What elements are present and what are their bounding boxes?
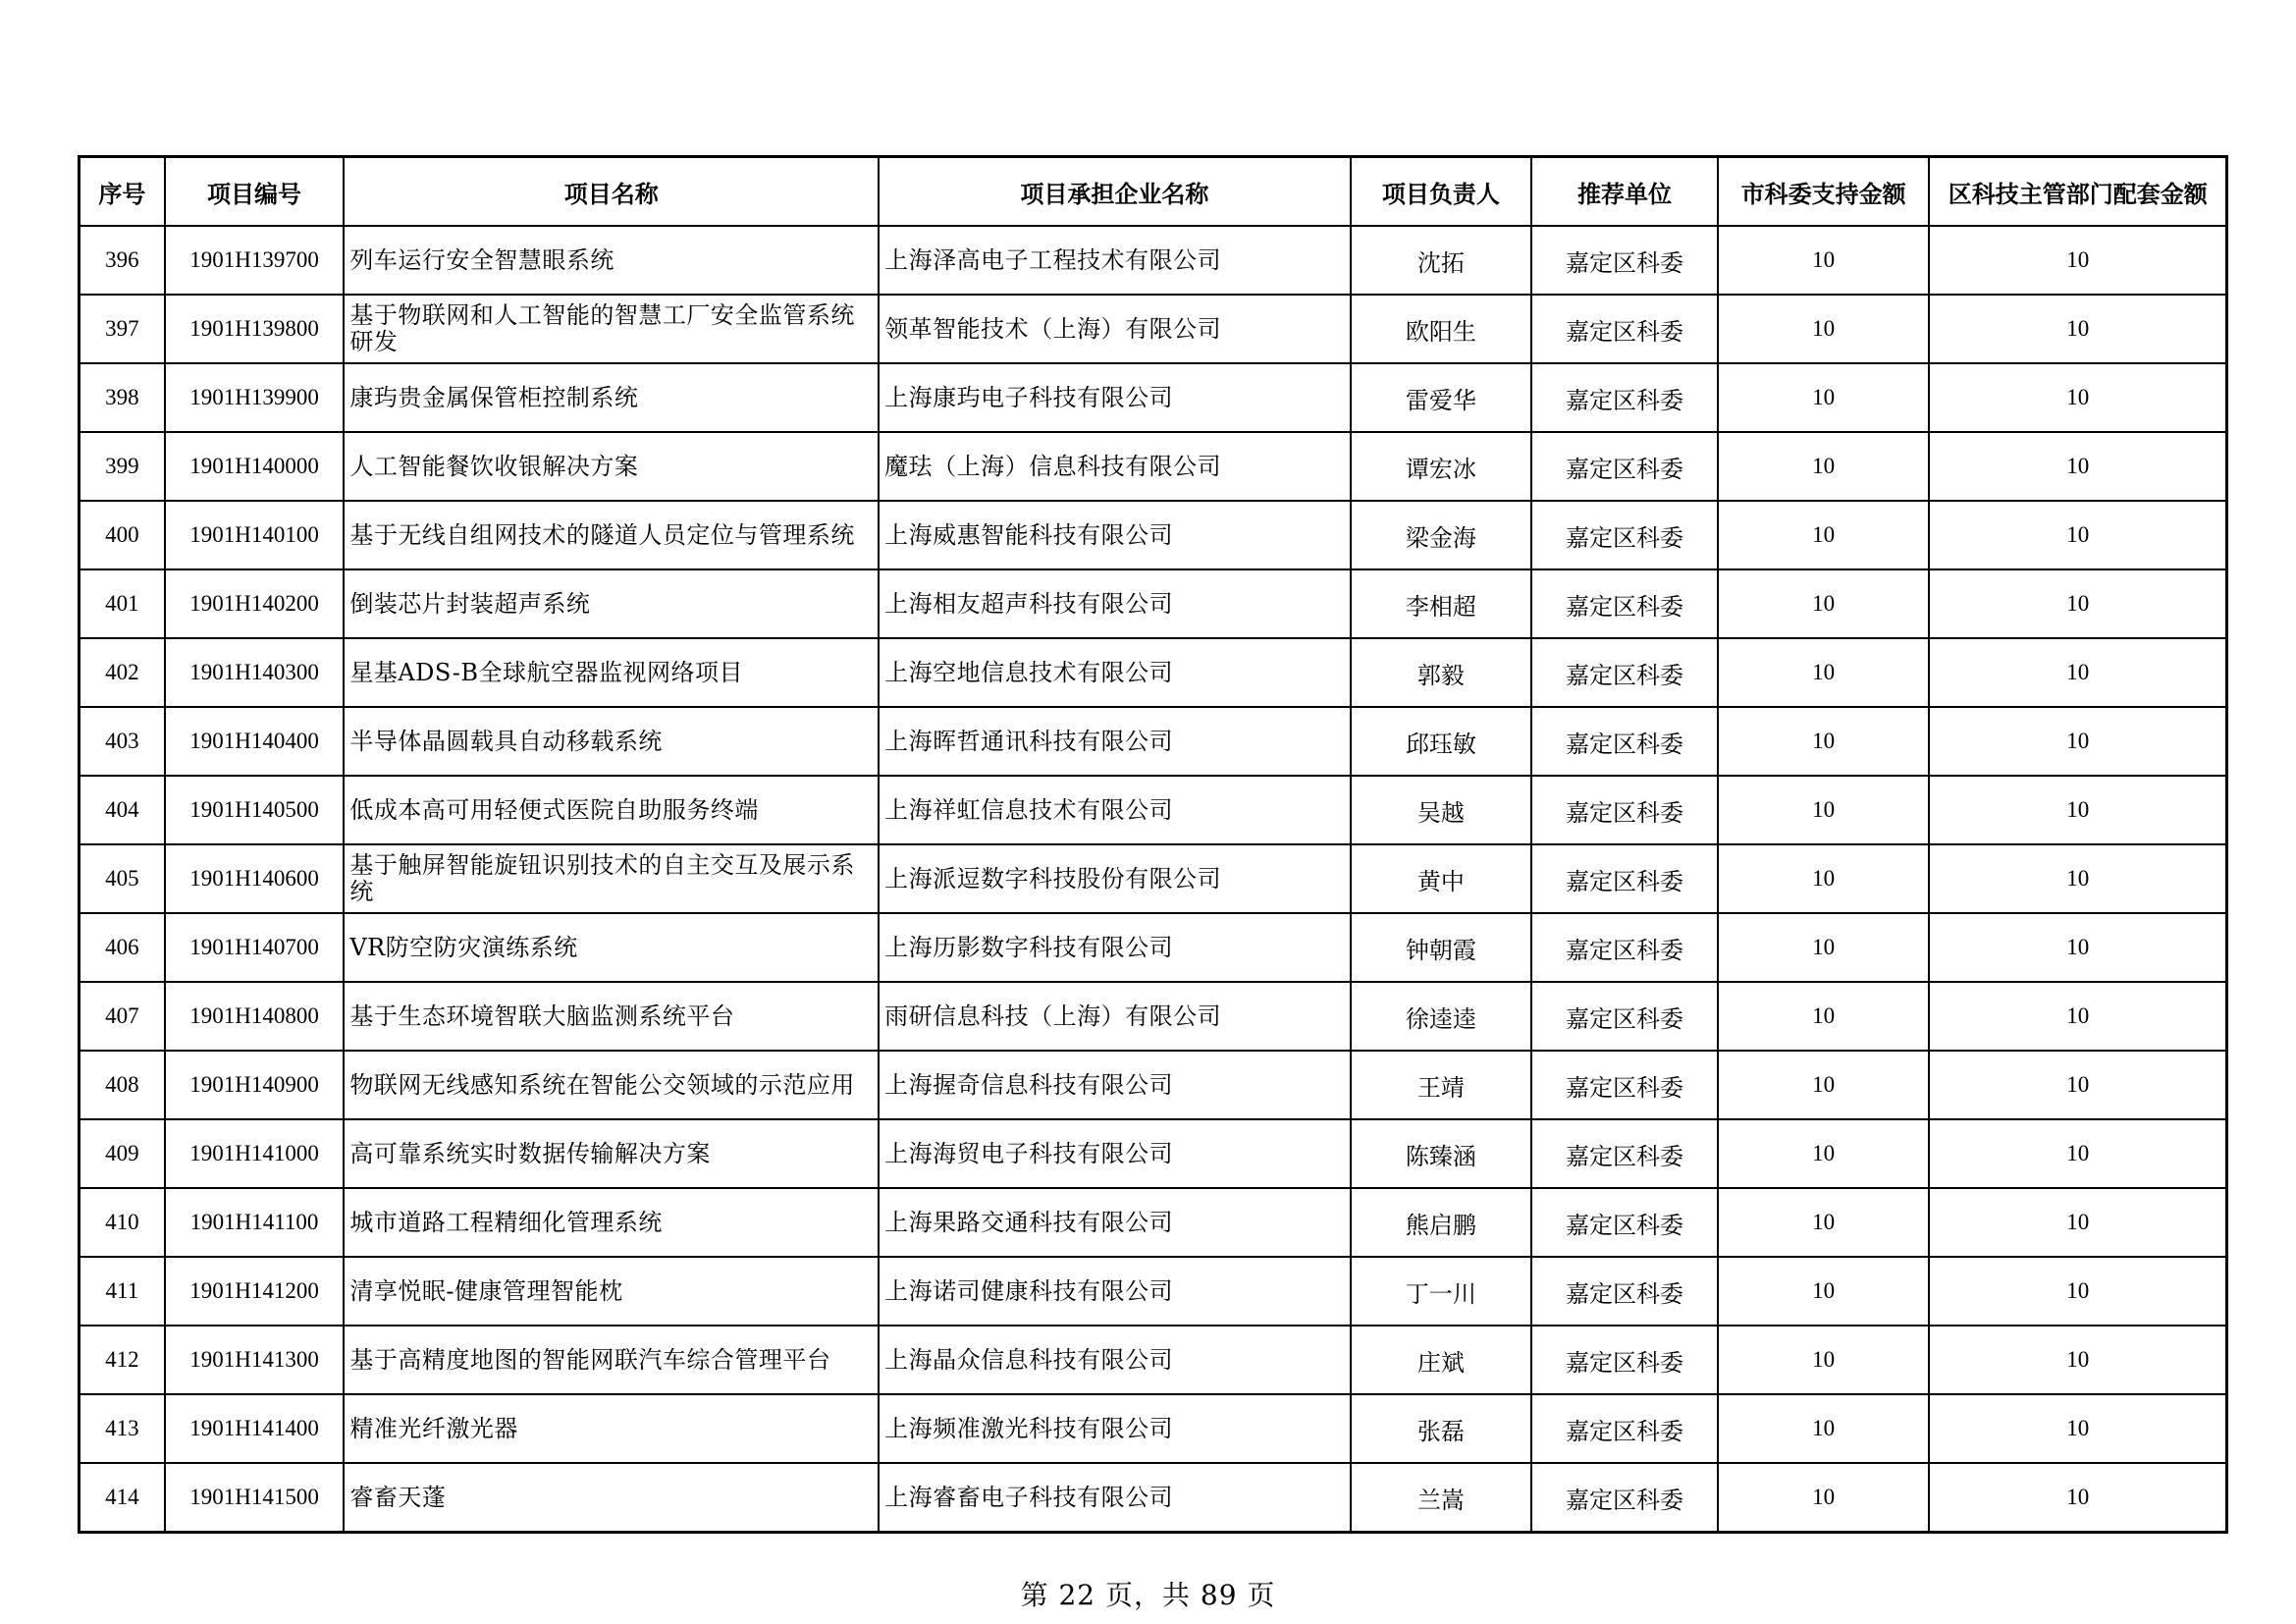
cell-project-code: 1901H141400 — [165, 1394, 345, 1463]
cell-project-lead: 陈臻涵 — [1351, 1119, 1532, 1188]
cell-index: 405 — [80, 844, 165, 913]
cell-project-lead: 郭毅 — [1351, 638, 1532, 707]
cell-index: 396 — [80, 226, 165, 295]
cell-project-name: 精准光纤激光器 — [344, 1394, 879, 1463]
cell-project-name: 物联网无线感知系统在智能公交领域的示范应用 — [344, 1051, 879, 1119]
table-row — [80, 1257, 2227, 1326]
cell-recommending-unit: 嘉定区科委 — [1531, 363, 1718, 432]
cell-district-matching-amount: 10 — [1929, 1119, 2226, 1188]
cell-index: 402 — [80, 638, 165, 707]
cell-project-code: 1901H139800 — [165, 295, 345, 363]
table-row — [80, 913, 2227, 982]
cell-project-code: 1901H140900 — [165, 1051, 345, 1119]
header-project-lead: 项目负责人 — [1351, 157, 1532, 227]
cell-city-support-amount: 10 — [1718, 1257, 1930, 1326]
table-row — [80, 569, 2227, 638]
cell-city-support-amount: 10 — [1718, 1051, 1930, 1119]
cell-index: 400 — [80, 501, 165, 569]
header-project-code: 项目编号 — [165, 157, 345, 227]
cell-district-matching-amount: 10 — [1929, 432, 2226, 501]
cell-project-code: 1901H140500 — [165, 776, 345, 844]
cell-company-name: 上海康玙电子科技有限公司 — [879, 363, 1351, 432]
cell-project-name: 星基ADS-B全球航空器监视网络项目 — [344, 638, 879, 707]
table-row — [80, 226, 2227, 295]
cell-company-name: 魔珐（上海）信息科技有限公司 — [879, 432, 1351, 501]
cell-recommending-unit: 嘉定区科委 — [1531, 226, 1718, 295]
cell-city-support-amount: 10 — [1718, 226, 1930, 295]
cell-project-name: 睿畜天蓬 — [344, 1463, 879, 1533]
table-row — [80, 1051, 2227, 1119]
cell-company-name: 上海历影数字科技有限公司 — [879, 913, 1351, 982]
table-row — [80, 776, 2227, 844]
cell-project-name: 基于触屏智能旋钮识别技术的自主交互及展示系统 — [344, 844, 879, 913]
cell-district-matching-amount: 10 — [1929, 982, 2226, 1051]
table-row — [80, 844, 2227, 913]
cell-city-support-amount: 10 — [1718, 1326, 1930, 1394]
cell-district-matching-amount: 10 — [1929, 1051, 2226, 1119]
cell-project-name: 基于无线自组网技术的隧道人员定位与管理系统 — [344, 501, 879, 569]
cell-index: 408 — [80, 1051, 165, 1119]
cell-index: 412 — [80, 1326, 165, 1394]
cell-city-support-amount: 10 — [1718, 913, 1930, 982]
cell-recommending-unit: 嘉定区科委 — [1531, 707, 1718, 776]
cell-project-code: 1901H141500 — [165, 1463, 345, 1533]
cell-project-lead: 丁一川 — [1351, 1257, 1532, 1326]
cell-district-matching-amount: 10 — [1929, 1394, 2226, 1463]
table-body — [80, 226, 2227, 1533]
table-row — [80, 363, 2227, 432]
cell-project-lead: 邱珏敏 — [1351, 707, 1532, 776]
cell-project-lead: 沈拓 — [1351, 226, 1532, 295]
cell-project-lead: 谭宏冰 — [1351, 432, 1532, 501]
table-row — [80, 1463, 2227, 1533]
table-row — [80, 1119, 2227, 1188]
page-number: 第 22 页，共 89 页 — [1020, 1579, 1276, 1611]
cell-project-code: 1901H140300 — [165, 638, 345, 707]
cell-project-code: 1901H141300 — [165, 1326, 345, 1394]
cell-project-lead: 欧阳生 — [1351, 295, 1532, 363]
cell-company-name: 雨研信息科技（上海）有限公司 — [879, 982, 1351, 1051]
header-row — [80, 157, 2227, 227]
cell-company-name: 上海威惠智能科技有限公司 — [879, 501, 1351, 569]
cell-city-support-amount: 10 — [1718, 844, 1930, 913]
cell-company-name: 领革智能技术（上海）有限公司 — [879, 295, 1351, 363]
cell-project-code: 1901H140000 — [165, 432, 345, 501]
cell-index: 404 — [80, 776, 165, 844]
cell-recommending-unit: 嘉定区科委 — [1531, 776, 1718, 844]
cell-city-support-amount: 10 — [1718, 295, 1930, 363]
cell-recommending-unit: 嘉定区科委 — [1531, 1394, 1718, 1463]
cell-company-name: 上海诺司健康科技有限公司 — [879, 1257, 1351, 1326]
cell-project-name: 倒装芯片封装超声系统 — [344, 569, 879, 638]
cell-project-code: 1901H140700 — [165, 913, 345, 982]
cell-project-lead: 徐逵逵 — [1351, 982, 1532, 1051]
cell-project-lead: 张磊 — [1351, 1394, 1532, 1463]
cell-index: 397 — [80, 295, 165, 363]
cell-company-name: 上海祥虹信息技术有限公司 — [879, 776, 1351, 844]
cell-district-matching-amount: 10 — [1929, 1257, 2226, 1326]
project-table — [78, 155, 2228, 1534]
cell-project-name: 康玙贵金属保管柜控制系统 — [344, 363, 879, 432]
table-row — [80, 501, 2227, 569]
table-row — [80, 982, 2227, 1051]
cell-city-support-amount: 10 — [1718, 432, 1930, 501]
cell-recommending-unit: 嘉定区科委 — [1531, 1326, 1718, 1394]
cell-project-code: 1901H140200 — [165, 569, 345, 638]
cell-district-matching-amount: 10 — [1929, 913, 2226, 982]
table-row — [80, 707, 2227, 776]
cell-index: 401 — [80, 569, 165, 638]
cell-company-name: 上海派逗数字科技股份有限公司 — [879, 844, 1351, 913]
cell-project-lead: 雷爱华 — [1351, 363, 1532, 432]
table-row — [80, 432, 2227, 501]
cell-project-lead: 庄斌 — [1351, 1326, 1532, 1394]
cell-project-code: 1901H139900 — [165, 363, 345, 432]
cell-index: 414 — [80, 1463, 165, 1533]
cell-index: 409 — [80, 1119, 165, 1188]
cell-recommending-unit: 嘉定区科委 — [1531, 1188, 1718, 1257]
cell-project-code: 1901H141100 — [165, 1188, 345, 1257]
cell-index: 413 — [80, 1394, 165, 1463]
cell-district-matching-amount: 10 — [1929, 295, 2226, 363]
cell-project-name: 基于生态环境智联大脑监测系统平台 — [344, 982, 879, 1051]
cell-company-name: 上海相友超声科技有限公司 — [879, 569, 1351, 638]
header-company-name: 项目承担企业名称 — [879, 157, 1351, 227]
cell-city-support-amount: 10 — [1718, 1119, 1930, 1188]
cell-project-name: 低成本高可用轻便式医院自助服务终端 — [344, 776, 879, 844]
table-row — [80, 1188, 2227, 1257]
cell-company-name: 上海晶众信息科技有限公司 — [879, 1326, 1351, 1394]
cell-city-support-amount: 10 — [1718, 1463, 1930, 1533]
cell-recommending-unit: 嘉定区科委 — [1531, 913, 1718, 982]
cell-recommending-unit: 嘉定区科委 — [1531, 1119, 1718, 1188]
header-recommending-unit: 推荐单位 — [1531, 157, 1718, 227]
cell-company-name: 上海睿畜电子科技有限公司 — [879, 1463, 1351, 1533]
cell-company-name: 上海海贸电子科技有限公司 — [879, 1119, 1351, 1188]
cell-project-lead: 兰嵩 — [1351, 1463, 1532, 1533]
cell-project-lead: 钟朝霞 — [1351, 913, 1532, 982]
cell-index: 403 — [80, 707, 165, 776]
cell-project-name: 人工智能餐饮收银解决方案 — [344, 432, 879, 501]
cell-project-name: VR防空防灾演练系统 — [344, 913, 879, 982]
cell-city-support-amount: 10 — [1718, 1188, 1930, 1257]
header-project-name: 项目名称 — [344, 157, 879, 227]
table-row — [80, 1326, 2227, 1394]
cell-project-code: 1901H139700 — [165, 226, 345, 295]
cell-city-support-amount: 10 — [1718, 569, 1930, 638]
cell-project-name: 基于物联网和人工智能的智慧工厂安全监管系统研发 — [344, 295, 879, 363]
cell-city-support-amount: 10 — [1718, 363, 1930, 432]
cell-district-matching-amount: 10 — [1929, 1188, 2226, 1257]
cell-recommending-unit: 嘉定区科委 — [1531, 569, 1718, 638]
header-city-support-amount: 市科委支持金额 — [1718, 157, 1930, 227]
cell-project-lead: 梁金海 — [1351, 501, 1532, 569]
cell-city-support-amount: 10 — [1718, 982, 1930, 1051]
cell-project-code: 1901H140600 — [165, 844, 345, 913]
cell-project-code: 1901H140800 — [165, 982, 345, 1051]
cell-recommending-unit: 嘉定区科委 — [1531, 844, 1718, 913]
cell-index: 399 — [80, 432, 165, 501]
cell-recommending-unit: 嘉定区科委 — [1531, 501, 1718, 569]
header-district-matching-amount: 区科技主管部门配套金额 — [1929, 157, 2226, 227]
cell-district-matching-amount: 10 — [1929, 363, 2226, 432]
cell-district-matching-amount: 10 — [1929, 638, 2226, 707]
table-row — [80, 638, 2227, 707]
cell-index: 410 — [80, 1188, 165, 1257]
cell-district-matching-amount: 10 — [1929, 776, 2226, 844]
cell-company-name: 上海泽高电子工程技术有限公司 — [879, 226, 1351, 295]
cell-recommending-unit: 嘉定区科委 — [1531, 1257, 1718, 1326]
cell-project-code: 1901H140100 — [165, 501, 345, 569]
cell-project-code: 1901H141200 — [165, 1257, 345, 1326]
cell-project-name: 清享悦眠-健康管理智能枕 — [344, 1257, 879, 1326]
cell-project-name: 半导体晶圆载具自动移载系统 — [344, 707, 879, 776]
cell-recommending-unit: 嘉定区科委 — [1531, 982, 1718, 1051]
table-row — [80, 1394, 2227, 1463]
cell-city-support-amount: 10 — [1718, 638, 1930, 707]
cell-project-lead: 李相超 — [1351, 569, 1532, 638]
cell-project-code: 1901H141000 — [165, 1119, 345, 1188]
cell-district-matching-amount: 10 — [1929, 501, 2226, 569]
cell-project-name: 列车运行安全智慧眼系统 — [344, 226, 879, 295]
cell-project-lead: 黄中 — [1351, 844, 1532, 913]
cell-index: 398 — [80, 363, 165, 432]
table-row — [80, 295, 2227, 363]
cell-index: 407 — [80, 982, 165, 1051]
cell-project-lead: 熊启鹏 — [1351, 1188, 1532, 1257]
cell-index: 411 — [80, 1257, 165, 1326]
cell-project-lead: 吴越 — [1351, 776, 1532, 844]
cell-recommending-unit: 嘉定区科委 — [1531, 432, 1718, 501]
cell-district-matching-amount: 10 — [1929, 707, 2226, 776]
cell-project-name: 城市道路工程精细化管理系统 — [344, 1188, 879, 1257]
cell-project-lead: 王靖 — [1351, 1051, 1532, 1119]
cell-city-support-amount: 10 — [1718, 707, 1930, 776]
cell-city-support-amount: 10 — [1718, 776, 1930, 844]
cell-district-matching-amount: 10 — [1929, 1326, 2226, 1394]
cell-recommending-unit: 嘉定区科委 — [1531, 1463, 1718, 1533]
header-index: 序号 — [80, 157, 165, 227]
cell-company-name: 上海空地信息技术有限公司 — [879, 638, 1351, 707]
cell-recommending-unit: 嘉定区科委 — [1531, 1051, 1718, 1119]
cell-recommending-unit: 嘉定区科委 — [1531, 638, 1718, 707]
cell-district-matching-amount: 10 — [1929, 1463, 2226, 1533]
cell-city-support-amount: 10 — [1718, 501, 1930, 569]
cell-project-name: 基于高精度地图的智能网联汽车综合管理平台 — [344, 1326, 879, 1394]
cell-district-matching-amount: 10 — [1929, 844, 2226, 913]
cell-index: 406 — [80, 913, 165, 982]
cell-project-code: 1901H140400 — [165, 707, 345, 776]
cell-recommending-unit: 嘉定区科委 — [1531, 295, 1718, 363]
cell-project-name: 高可靠系统实时数据传输解决方案 — [344, 1119, 879, 1188]
cell-district-matching-amount: 10 — [1929, 569, 2226, 638]
cell-city-support-amount: 10 — [1718, 1394, 1930, 1463]
cell-company-name: 上海果路交通科技有限公司 — [879, 1188, 1351, 1257]
cell-company-name: 上海晖哲通讯科技有限公司 — [879, 707, 1351, 776]
cell-company-name: 上海频准激光科技有限公司 — [879, 1394, 1351, 1463]
cell-company-name: 上海握奇信息科技有限公司 — [879, 1051, 1351, 1119]
cell-district-matching-amount: 10 — [1929, 226, 2226, 295]
